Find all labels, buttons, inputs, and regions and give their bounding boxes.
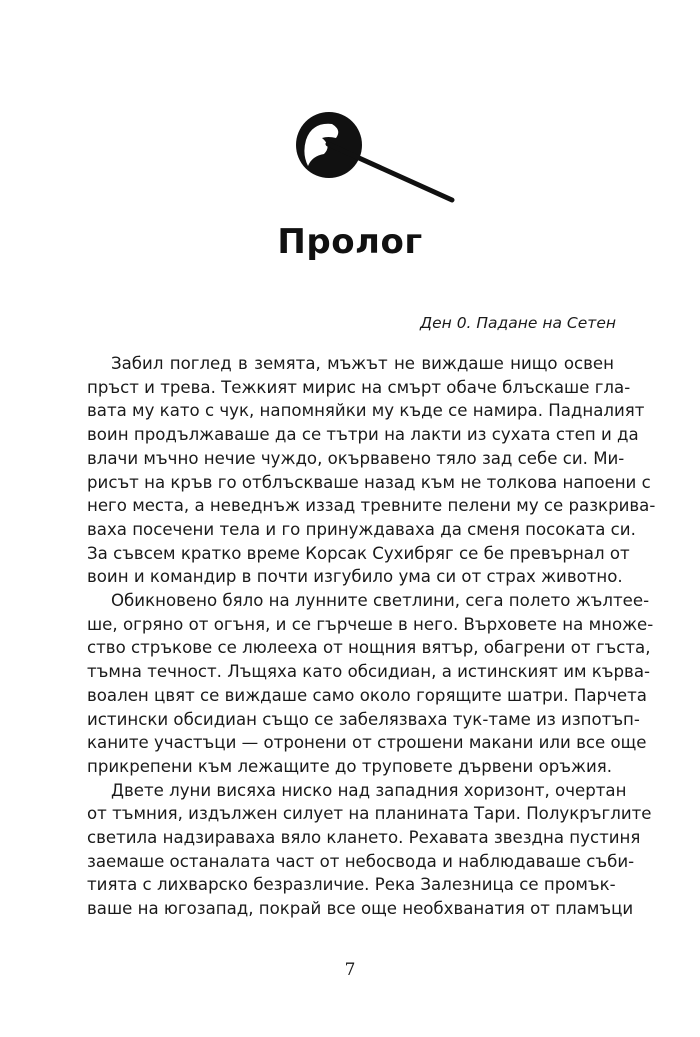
page-number: 7 [344, 960, 356, 980]
text-line: рисът на кръв го отблъскваше назад към не толкова напоени с [87, 472, 651, 492]
text-line: ваха посечени тела и го принуждаваха да сменя посоката си. [87, 519, 636, 539]
text-line: пръст и трева. Тежкият мирис на смърт обаче блъскаше гла- [87, 377, 631, 397]
chapter-epigraph: Ден 0. Падане на Сетен [419, 314, 616, 332]
text-line: влачи мъчно нечие чуждо, окървавено тяло зад себе си. Ми- [87, 448, 625, 468]
text-line: Обикновено бяло на лунните светлини, сега полето жълтее- [111, 591, 650, 611]
text-line: вата му като с чук, напомняйки му къде се намира. Падналият [87, 401, 645, 421]
text-line: прикрепени към лежащите до труповете дървени оръжия. [87, 756, 613, 776]
text-line: от тъмния, издължен силует на планината Тари. Полукръглите [87, 804, 652, 824]
text-line: воин продължаваше да се тътри на лакти из сухата степ и да [87, 425, 639, 445]
body-text [87, 352, 656, 921]
text-line: тъмна течност. Лъщяха като обсидиан, а истинският им кърва- [87, 662, 650, 682]
text-line: истински обсидиан също се забелязваха тук-таме из изпотъп- [87, 709, 640, 729]
text-line: воин и командир в почти изгубило ума си от страх животно. [87, 567, 623, 587]
chapter-ornament-icon [292, 108, 462, 208]
text-line: ваше на югозапад, покрай все още необхванатия от пламъци [87, 899, 634, 919]
chapter-title: Пролог [277, 222, 423, 262]
text-line: него места, а неведнъж иззад тревните пелени му се разкрива- [87, 496, 656, 516]
text-line: тията с лихварско безразличие. Река Залезница се промък- [87, 875, 616, 895]
text-line: воален цвят се виждаше само около горящите шатри. Парчета [87, 685, 647, 705]
text-line: Забил поглед в земята, мъжът не виждаше нищо освен [111, 354, 614, 373]
text-line: светила надзираваха вяло кланeто. Рехавата звездна пустиня [87, 828, 641, 848]
text-line: каните участъци — отронени от строшени макани или все още [87, 733, 647, 753]
text-line: Двете луни висяха ниско над западния хоризонт, очертан [111, 780, 627, 800]
text-line: заемаше останалата част от небосвода и наблюдаваше съби- [87, 851, 635, 871]
text-line: ше, огряно от огъня, и се гърчеше в него. Върховете на множе- [87, 614, 654, 634]
text-line: ство стръкове се люлееха от нощния вятър, обагрени от гъста, [87, 638, 651, 658]
text-line: За съвсем кратко време Корсак Сухибряг се бе превърнал от [87, 543, 630, 563]
